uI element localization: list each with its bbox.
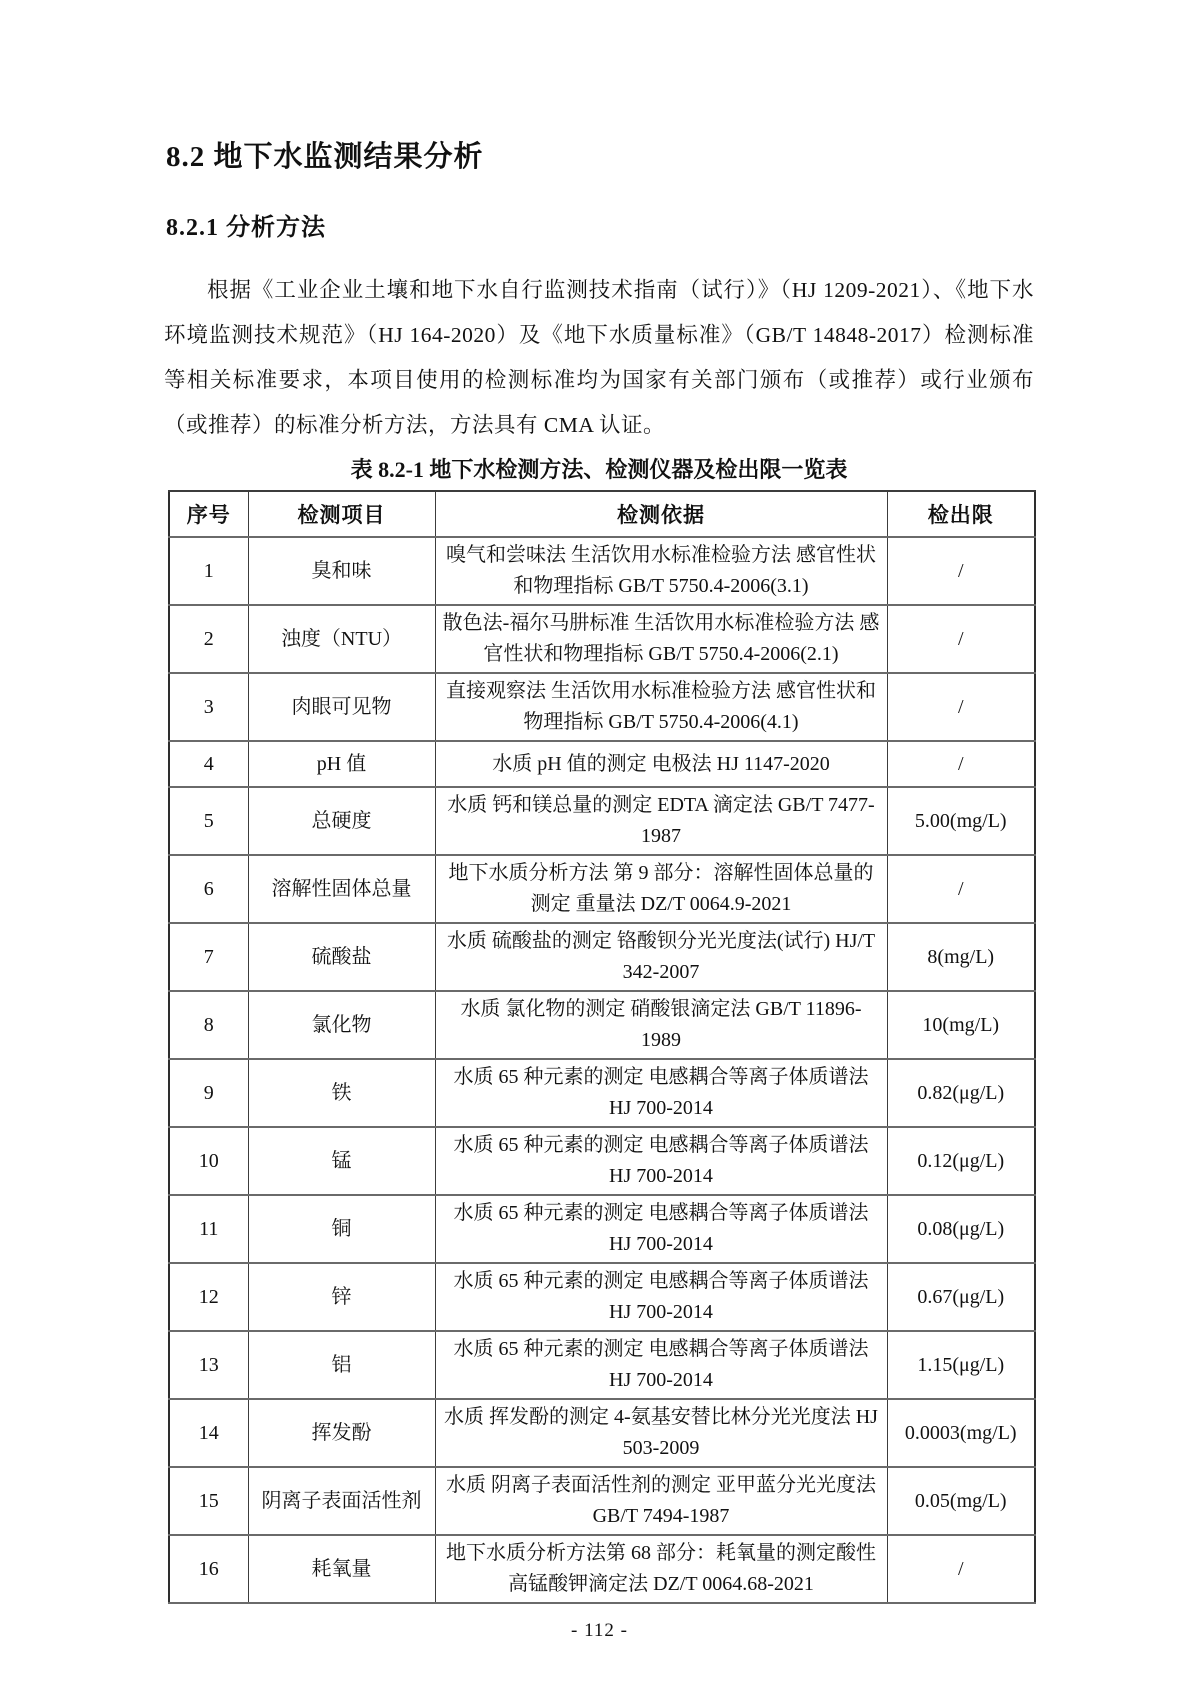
item-name-cell: pH 值 — [248, 741, 435, 787]
table-row — [169, 1195, 1035, 1263]
method-basis-cell: 直接观察法 生活饮用水标准检验方法 感官性状和物理指标 GB/T 5750.4-2006(4.1) — [435, 673, 887, 741]
table-row — [169, 673, 1035, 741]
item-name-cell: 阴离子表面活性剂 — [248, 1467, 435, 1535]
item-name-cell: 氯化物 — [248, 991, 435, 1059]
table-row — [169, 1263, 1035, 1331]
item-name-cell: 耗氧量 — [248, 1535, 435, 1603]
detection-method-table — [168, 490, 1036, 1604]
detection-limit-cell: 0.82(μg/L) — [887, 1059, 1035, 1127]
row-index-cell: 5 — [169, 787, 248, 855]
row-index-cell: 7 — [169, 923, 248, 991]
item-name-cell: 铝 — [248, 1331, 435, 1399]
item-name-cell: 臭和味 — [248, 537, 435, 605]
row-index-cell: 11 — [169, 1195, 248, 1263]
page-number: - 112 - — [571, 1620, 628, 1641]
detection-limit-cell: / — [887, 741, 1035, 787]
item-name-cell: 锌 — [248, 1263, 435, 1331]
row-index-cell: 14 — [169, 1399, 248, 1467]
method-basis-cell: 水质 65 种元素的测定 电感耦合等离子体质谱法 HJ 700-2014 — [435, 1059, 887, 1127]
method-basis-cell: 水质 阴离子表面活性剂的测定 亚甲蓝分光光度法 GB/T 7494-1987 — [435, 1467, 887, 1535]
detection-limit-cell: 1.15(μg/L) — [887, 1331, 1035, 1399]
table-row — [169, 1127, 1035, 1195]
detection-limit-cell: / — [887, 605, 1035, 673]
detection-limit-cell: 10(mg/L) — [887, 991, 1035, 1059]
row-index-cell: 2 — [169, 605, 248, 673]
item-name-cell: 肉眼可见物 — [248, 673, 435, 741]
column-header-item: 检测项目 — [248, 491, 435, 537]
method-basis-cell: 水质 pH 值的测定 电极法 HJ 1147-2020 — [435, 741, 887, 787]
method-basis-cell: 地下水质分析方法第 68 部分：耗氧量的测定酸性高锰酸钾滴定法 DZ/T 0064.68-2021 — [435, 1535, 887, 1603]
table-row — [169, 605, 1035, 673]
table-row — [169, 923, 1035, 991]
table-header-row — [169, 491, 1035, 537]
method-basis-cell: 水质 挥发酚的测定 4-氨基安替比林分光光度法 HJ 503-2009 — [435, 1399, 887, 1467]
method-basis-cell: 水质 65 种元素的测定 电感耦合等离子体质谱法 HJ 700-2014 — [435, 1195, 887, 1263]
table-row — [169, 1467, 1035, 1535]
column-header-limit: 检出限 — [887, 491, 1035, 537]
detection-limit-cell: 0.0003(mg/L) — [887, 1399, 1035, 1467]
column-header-index: 序号 — [169, 491, 248, 537]
detection-limit-cell: / — [887, 855, 1035, 923]
method-basis-cell: 水质 氯化物的测定 硝酸银滴定法 GB/T 11896-1989 — [435, 991, 887, 1059]
row-index-cell: 8 — [169, 991, 248, 1059]
item-name-cell: 锰 — [248, 1127, 435, 1195]
table-row — [169, 1535, 1035, 1603]
item-name-cell: 溶解性固体总量 — [248, 855, 435, 923]
detection-limit-cell: / — [887, 1535, 1035, 1603]
item-name-cell: 硫酸盐 — [248, 923, 435, 991]
method-basis-cell: 水质 钙和镁总量的测定 EDTA 滴定法 GB/T 7477-1987 — [435, 787, 887, 855]
item-name-cell: 铜 — [248, 1195, 435, 1263]
item-name-cell: 浊度（NTU） — [248, 605, 435, 673]
method-basis-cell: 散色法-福尔马肼标准 生活饮用水标准检验方法 感官性状和物理指标 GB/T 5750.4-2006(2.1) — [435, 605, 887, 673]
item-name-cell: 挥发酚 — [248, 1399, 435, 1467]
row-index-cell: 16 — [169, 1535, 248, 1603]
method-basis-cell: 水质 硫酸盐的测定 铬酸钡分光光度法(试行) HJ/T 342-2007 — [435, 923, 887, 991]
table-row — [169, 1059, 1035, 1127]
column-header-basis: 检测依据 — [435, 491, 887, 537]
section-heading-8-2-1: 8.2.1 分析方法 — [166, 215, 326, 241]
method-basis-cell: 水质 65 种元素的测定 电感耦合等离子体质谱法 HJ 700-2014 — [435, 1263, 887, 1331]
table-row — [169, 787, 1035, 855]
row-index-cell: 12 — [169, 1263, 248, 1331]
table-row — [169, 537, 1035, 605]
table-title: 表 8.2-1 地下水检测方法、检测仪器及检出限一览表 — [350, 457, 848, 482]
detection-table-body — [169, 537, 1035, 1603]
row-index-cell: 9 — [169, 1059, 248, 1127]
table-row — [169, 1331, 1035, 1399]
item-name-cell: 总硬度 — [248, 787, 435, 855]
detection-limit-cell: 0.12(μg/L) — [887, 1127, 1035, 1195]
detection-limit-cell: 0.05(mg/L) — [887, 1467, 1035, 1535]
method-basis-cell: 嗅气和尝味法 生活饮用水标准检验方法 感官性状和物理指标 GB/T 5750.4-2006(3.1) — [435, 537, 887, 605]
detection-limit-cell: 0.08(μg/L) — [887, 1195, 1035, 1263]
row-index-cell: 4 — [169, 741, 248, 787]
method-basis-cell: 水质 65 种元素的测定 电感耦合等离子体质谱法 HJ 700-2014 — [435, 1127, 887, 1195]
detection-limit-cell: 0.67(μg/L) — [887, 1263, 1035, 1331]
row-index-cell: 13 — [169, 1331, 248, 1399]
intro-paragraph: 根据《工业企业土壤和地下水自行监测技术指南（试行）》（HJ 1209-2021）、《地下水环境监测技术规范》（HJ 164-2020）及《地下水质量标准》（GB/T 14848-2017）检测标准等相关标准要求，本项目使用的检测标准均为国家有关部门颁布（或推荐）或行业颁布（或推荐）的标准分析方法，方法具有 CMA 认证。 — [164, 278, 1034, 437]
table-row — [169, 991, 1035, 1059]
table-row — [169, 1399, 1035, 1467]
detection-limit-cell: 8(mg/L) — [887, 923, 1035, 991]
detection-limit-cell: / — [887, 537, 1035, 605]
method-basis-cell: 水质 65 种元素的测定 电感耦合等离子体质谱法 HJ 700-2014 — [435, 1331, 887, 1399]
row-index-cell: 1 — [169, 537, 248, 605]
row-index-cell: 6 — [169, 855, 248, 923]
row-index-cell: 15 — [169, 1467, 248, 1535]
method-basis-cell: 地下水质分析方法 第 9 部分：溶解性固体总量的测定 重量法 DZ/T 0064.9-2021 — [435, 855, 887, 923]
detection-limit-cell: 5.00(mg/L) — [887, 787, 1035, 855]
row-index-cell: 3 — [169, 673, 248, 741]
detection-limit-cell: / — [887, 673, 1035, 741]
row-index-cell: 10 — [169, 1127, 248, 1195]
section-heading-8-2: 8.2 地下水监测结果分析 — [166, 141, 484, 173]
item-name-cell: 铁 — [248, 1059, 435, 1127]
table-row — [169, 855, 1035, 923]
table-row — [169, 741, 1035, 787]
